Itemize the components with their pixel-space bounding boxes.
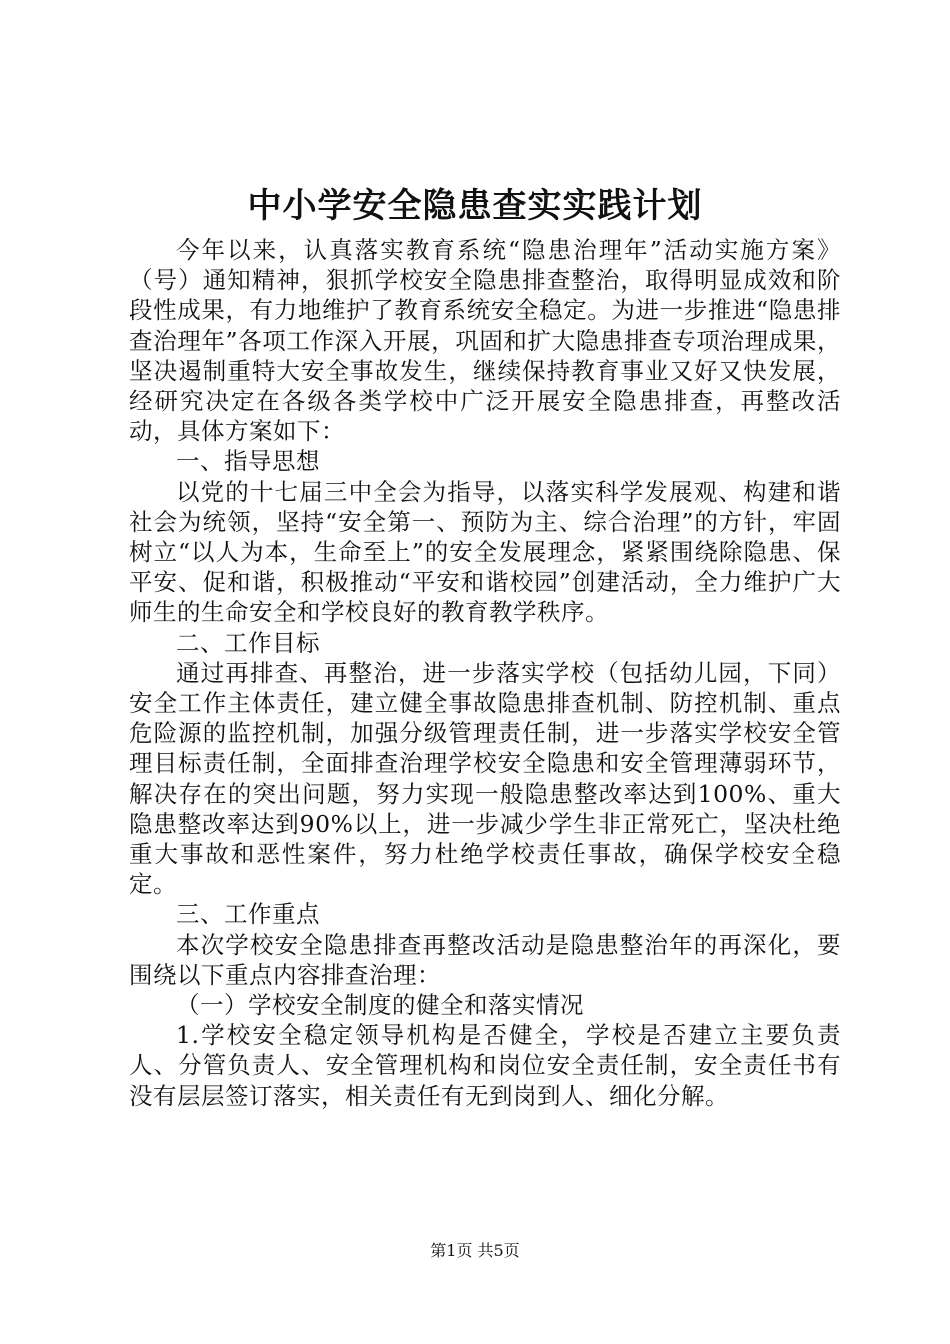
subsection-heading-safety-system: （一）学校安全制度的健全和落实情况 <box>176 991 584 1020</box>
paragraph-work-focus: 本次学校安全隐患排查再整改活动是隐患整治年的再深化，要围绕以下重点内容排查治理： <box>129 930 841 989</box>
document-title: 中小学安全隐患查实实践计划 <box>247 186 703 226</box>
paragraph-work-goals: 通过再排查、再整治，进一步落实学校（包括幼儿园，下同）安全工作主体责任，建立健全事故隐患排查机制、防控机制、重点危险源的监控机制，加强分级管理责任制，进一步落实学校安全管理目标责任制，全面排查治理学校安全隐患和安全管理薄弱环节，解决存在的突出问题，努力实现一般隐患整改率达到100%、重大隐患整改率达到90%以上，进一步减少学生非正常死亡，坚决杜绝重大事故和恶性案件，努力杜绝学校责任事故，确保学校安全稳定。 <box>129 658 841 899</box>
paragraph-guiding-ideology: 以党的十七届三中全会为指导，以落实科学发展观、构建和谐社会为统领，坚持“安全第一、预防为主、综合治理”的方针，牢固树立“以人为本，生命至上”的安全发展理念，紧紧围绕除隐患、保平安、促和谐，积极推动“平安和谐校园”创建活动，全力维护广大师生的生命安全和学校良好的教育教学秩序。 <box>129 477 841 627</box>
section-heading-guiding-ideology: 一、指导思想 <box>176 447 320 476</box>
paragraph-intro: 今年以来，认真落实教育系统“隐患治理年”活动实施方案》（号）通知精神，狠抓学校安全隐患排查整治，取得明显成效和阶段性成果，有力地维护了教育系统安全稳定。为进一步推进“隐患排查治理年”各项工作深入开展，巩固和扩大隐患排查专项治理成果，坚决遏制重特大安全事故发生，继续保持教育事业又好又快发展，经研究决定在各级各类学校中广泛开展安全隐患排查，再整改活动，具体方案如下： <box>129 236 841 446</box>
section-heading-work-focus: 三、工作重点 <box>176 900 320 929</box>
paragraph-item-1: 1.学校安全稳定领导机构是否健全，学校是否建立主要负责人、分管负责人、安全管理机构和岗位安全责任制，安全责任书有没有层层签订落实，相关责任有无到岗到人、细化分解。 <box>129 1021 841 1110</box>
section-heading-work-goals: 二、工作目标 <box>176 628 320 657</box>
page-number-footer: 第1页 共5页 <box>430 1241 520 1260</box>
document-body <box>129 235 841 1111</box>
